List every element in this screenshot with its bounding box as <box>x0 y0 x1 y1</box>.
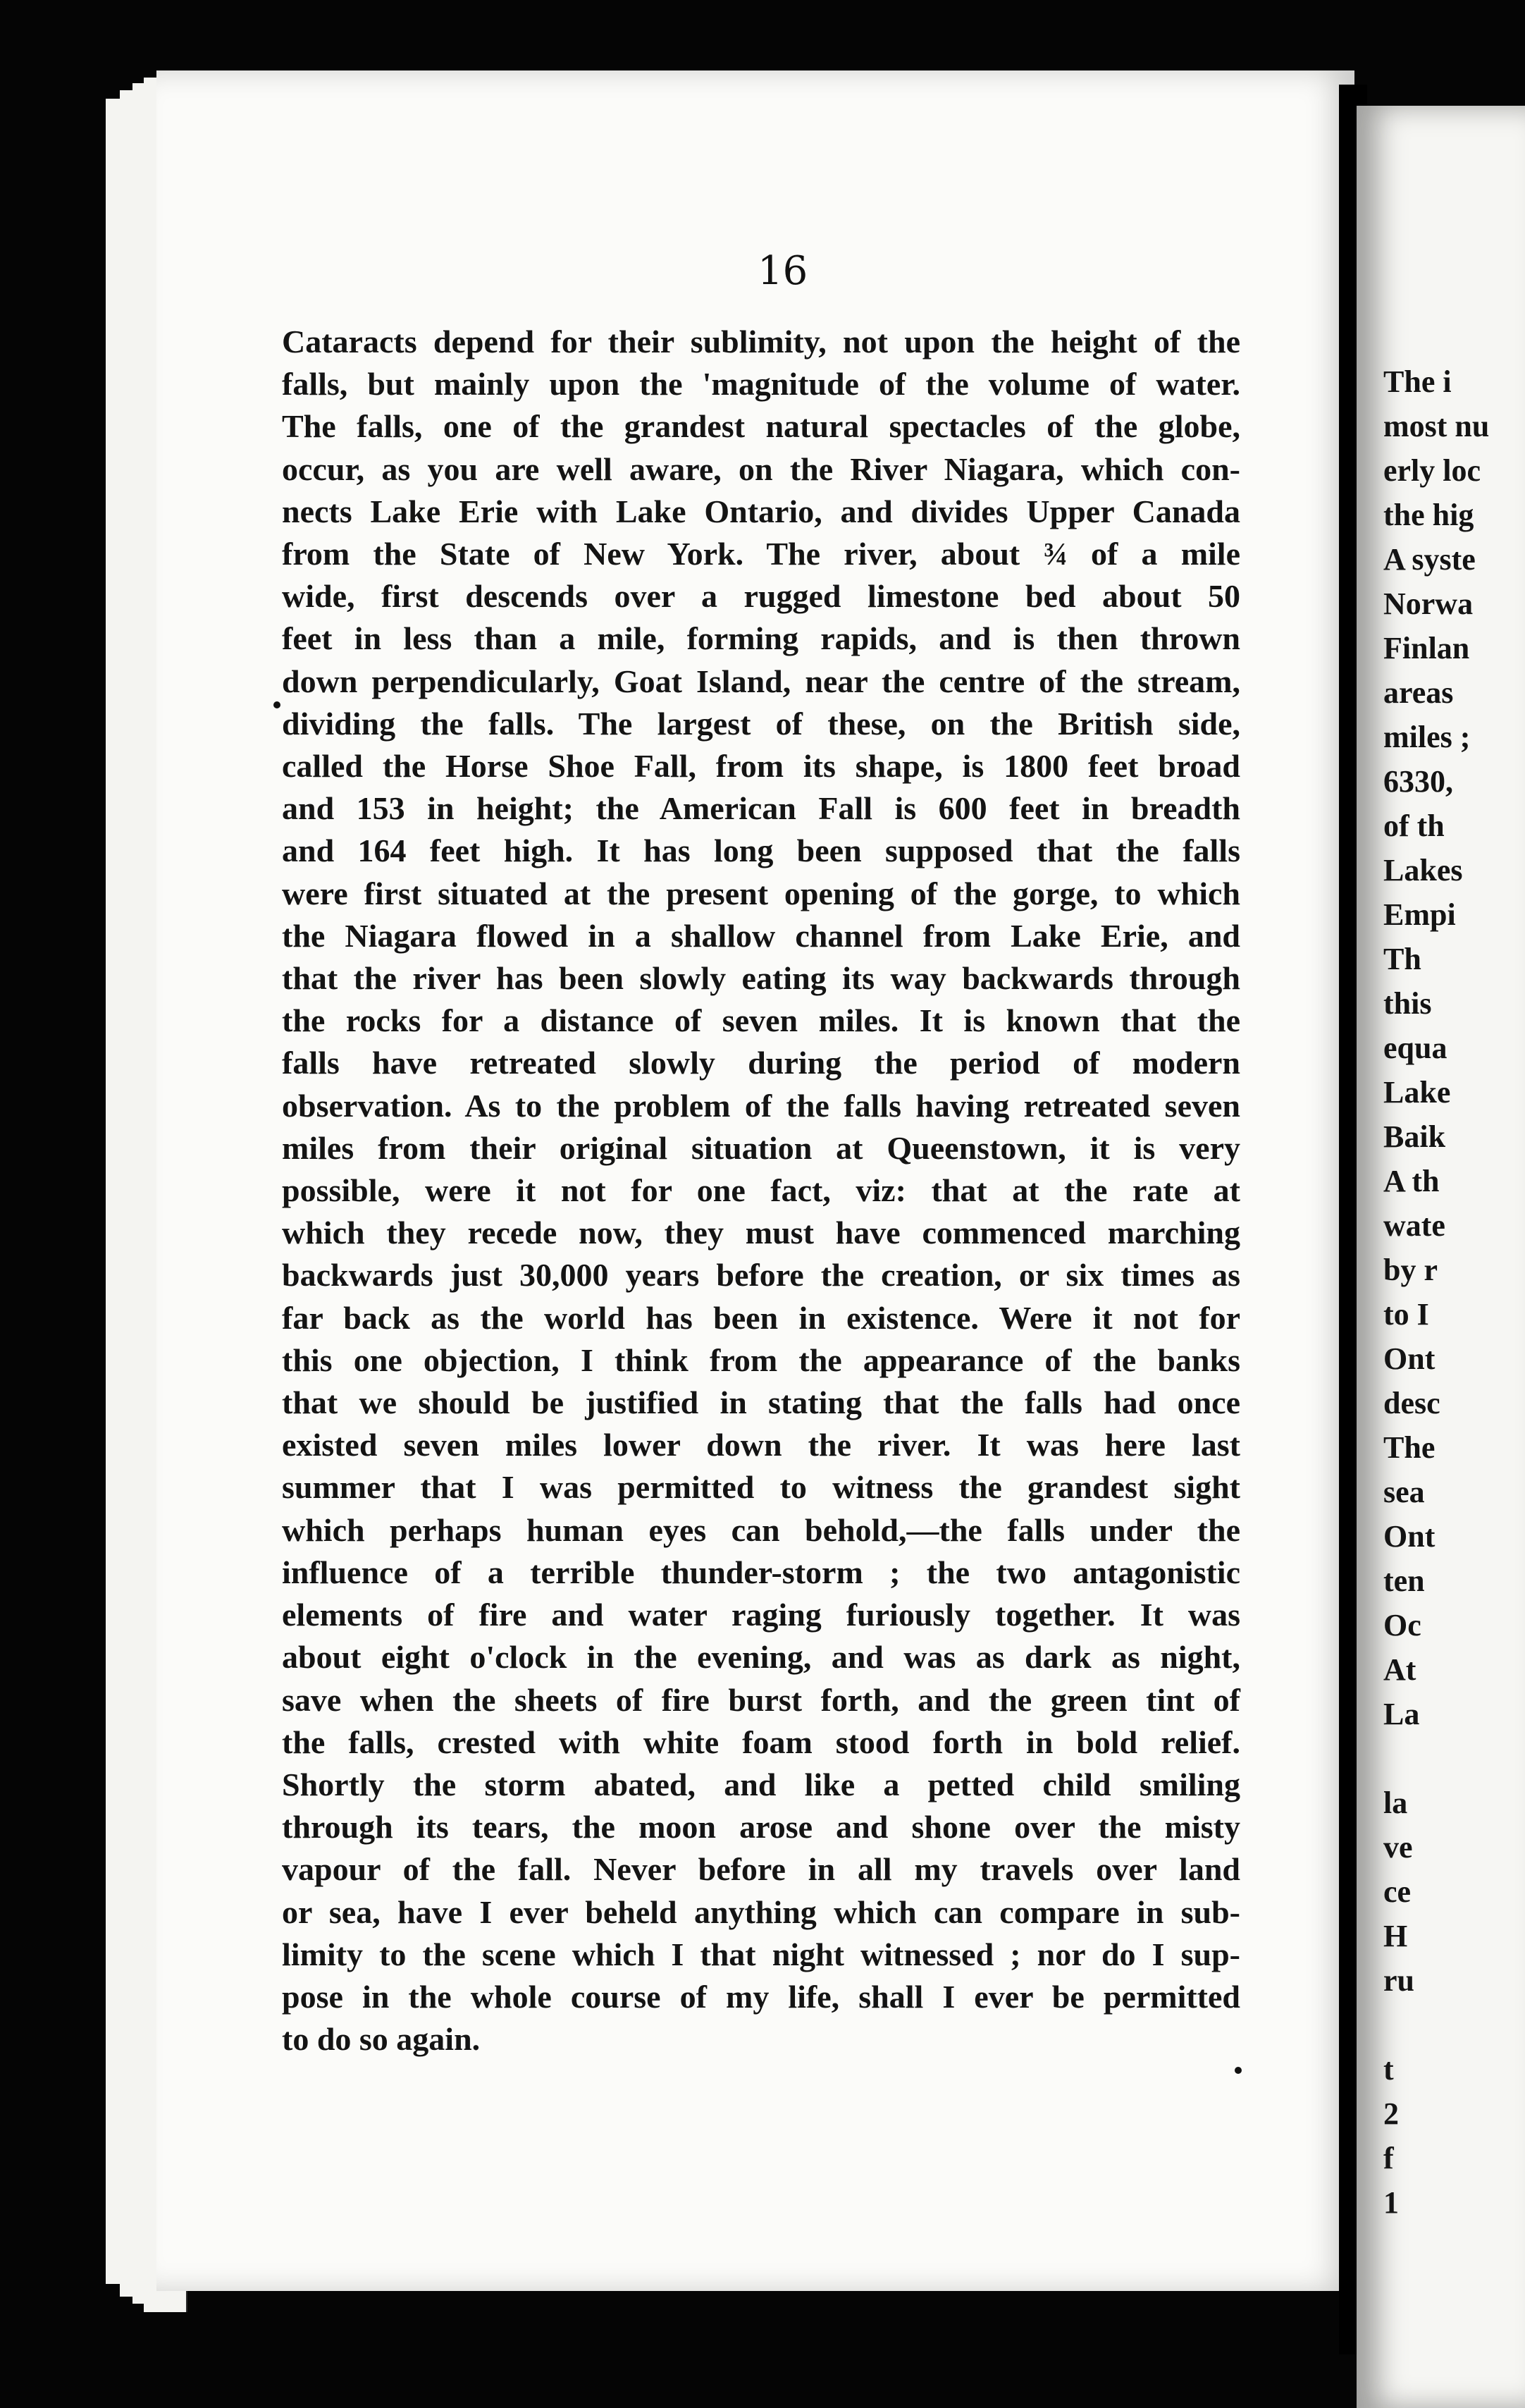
next-page-fragment: Norwa <box>1383 586 1474 621</box>
text-line: falls, but mainly upon the 'magnitude of the volume of water. <box>282 366 1240 403</box>
next-page-fragment: of th <box>1383 809 1445 843</box>
next-page-fragment: La <box>1383 1697 1420 1731</box>
text-line: this one objection, I think from the appearance of the banks <box>282 1341 1240 1378</box>
right-page <box>1357 106 1525 2408</box>
next-page-fragment: wate <box>1383 1208 1445 1243</box>
text-line: were first situated at the present opening of the gorge, to which <box>282 875 1240 911</box>
text-line: Cataracts depend for their sublimity, not upon the height of the <box>282 324 1240 360</box>
next-page-fragment: 1 <box>1383 2185 1399 2220</box>
next-page-fragment: A syste <box>1383 542 1476 577</box>
next-page-fragment <box>1383 1736 1489 1781</box>
next-page-fragment: Lake <box>1383 1075 1451 1110</box>
text-line: the falls, crested with white foam stood forth in bold relief. <box>282 1724 1240 1760</box>
text-line: about eight o'clock in the evening, and was as dark as night, <box>282 1639 1240 1676</box>
next-page-fragment: erly loc <box>1383 453 1481 488</box>
next-page-fragment: The <box>1383 1430 1436 1465</box>
next-page-fragment: t <box>1383 2052 1394 2087</box>
text-line: influence of a terrible thunder-storm ; the two antagonistic <box>282 1554 1240 1590</box>
next-page-fragment: desc <box>1383 1386 1440 1420</box>
next-page-fragment: Lakes <box>1383 853 1463 887</box>
text-line: from the State of New York. The river, about ¾ of a mile <box>282 536 1240 572</box>
body-text <box>282 321 1240 2060</box>
text-line: limity to the scene which I that night witnessed ; nor do I sup- <box>282 1936 1240 1972</box>
next-page-fragment: ten <box>1383 1564 1425 1598</box>
text-line: which they recede now, they must have commenced marching <box>282 1215 1240 1251</box>
next-page-fragment: Finlan <box>1383 631 1470 665</box>
next-page-fragment: sea <box>1383 1475 1425 1509</box>
text-line: nects Lake Erie with Lake Ontario, and divides Upper Canada <box>282 493 1240 529</box>
text-line: to do so again. <box>282 2021 481 2058</box>
next-page-fragment: most nu <box>1383 409 1490 443</box>
text-line: possible, were it not for one fact, viz: that at the rate at <box>282 1172 1240 1209</box>
next-page-fragment: Empi <box>1383 897 1456 932</box>
text-line: pose in the whole course of my life, shall I ever be permitted <box>282 1978 1240 2015</box>
text-line: down perpendicularly, Goat Island, near the centre of the stream, <box>282 663 1240 699</box>
next-page-fragment: ce <box>1383 1874 1412 1909</box>
next-page-fragment: ru <box>1383 1963 1414 1998</box>
text-line: the rocks for a distance of seven miles. It is known that the <box>282 1002 1240 1039</box>
next-page-fragment <box>1383 2003 1489 2047</box>
text-line: backwards just 30,000 years before the creation, or six times as <box>282 1257 1240 1294</box>
text-line: occur, as you are well aware, on the River Niagara, which con- <box>282 450 1240 487</box>
text-line: dividing the falls. The largest of these, on the British side, <box>282 705 1240 742</box>
text-line: summer that I was permitted to witness the grandest sight <box>282 1469 1240 1506</box>
ink-mark <box>273 701 280 708</box>
text-line: miles from their original situation at Queenstown, it is very <box>282 1129 1240 1166</box>
text-line: called the Horse Shoe Fall, from its shape, is 1800 feet broad <box>282 748 1240 785</box>
next-page-fragment: At <box>1383 1652 1416 1687</box>
next-page-fragment: Oc <box>1383 1608 1421 1642</box>
text-line: and 164 feet high. It has long been supposed that the falls <box>282 833 1240 869</box>
next-page-fragment: the hig <box>1383 498 1474 532</box>
text-line: elements of fire and water raging furiously together. It was <box>282 1597 1240 1633</box>
next-page-fragment: ve <box>1383 1830 1413 1865</box>
next-page-fragment: to I <box>1383 1297 1429 1332</box>
next-page-fragment: this <box>1383 986 1432 1021</box>
next-page-fragment: Ont <box>1383 1341 1436 1376</box>
next-page-fragment: miles ; <box>1383 720 1471 754</box>
next-page-fragment: la <box>1383 1786 1408 1820</box>
page-number: 16 <box>758 248 808 294</box>
text-line: save when the sheets of fire burst forth, and the green tint of <box>282 1681 1240 1718</box>
next-page-fragment: areas <box>1383 675 1454 710</box>
text-line: or sea, have I ever beheld anything which can compare in sub- <box>282 1893 1240 1930</box>
next-page-fragment: by r <box>1383 1253 1438 1287</box>
text-line: existed seven miles lower down the river. It was here last <box>282 1427 1240 1463</box>
ink-mark <box>1235 2067 1242 2074</box>
next-page-fragment: f <box>1383 2141 1394 2175</box>
next-page-fragment: Baik <box>1383 1119 1446 1154</box>
text-line: the Niagara flowed in a shallow channel from Lake Erie, and <box>282 917 1240 954</box>
text-line: far back as the world has been in existence. Were it not for <box>282 1299 1240 1336</box>
right-page-text <box>1383 360 1489 2225</box>
next-page-fragment: Th <box>1383 942 1421 976</box>
text-line: through its tears, the moon arose and shone over the misty <box>282 1809 1240 1845</box>
text-line: feet in less than a mile, forming rapids, and is then thrown <box>282 620 1240 657</box>
text-line: wide, first descends over a rugged limestone bed about 50 <box>282 578 1240 615</box>
next-page-fragment: The i <box>1383 364 1452 399</box>
next-page-fragment: H <box>1383 1919 1408 1953</box>
next-page-fragment: 6330, <box>1383 764 1453 799</box>
text-line: which perhaps human eyes can behold,—the falls under the <box>282 1511 1240 1548</box>
next-page-fragment: 2 <box>1383 2096 1399 2131</box>
text-line: The falls, one of the grandest natural spectacles of the globe, <box>282 408 1240 445</box>
text-line: vapour of the fall. Never before in all my travels over land <box>282 1851 1240 1888</box>
text-line: that we should be justified in stating that the falls had once <box>282 1384 1240 1421</box>
next-page-fragment: equa <box>1383 1031 1447 1065</box>
text-line: Shortly the storm abated, and like a petted child smiling <box>282 1766 1240 1802</box>
next-page-fragment: Ont <box>1383 1519 1436 1554</box>
next-page-fragment: A th <box>1383 1164 1440 1198</box>
text-line: that the river has been slowly eating its way backwards through <box>282 960 1240 997</box>
text-line: falls have retreated slowly during the period of modern <box>282 1045 1240 1081</box>
text-line: and 153 in height; the American Fall is 600 feet in breadth <box>282 790 1240 827</box>
text-line: observation. As to the problem of the falls having retreated seven <box>282 1087 1240 1124</box>
